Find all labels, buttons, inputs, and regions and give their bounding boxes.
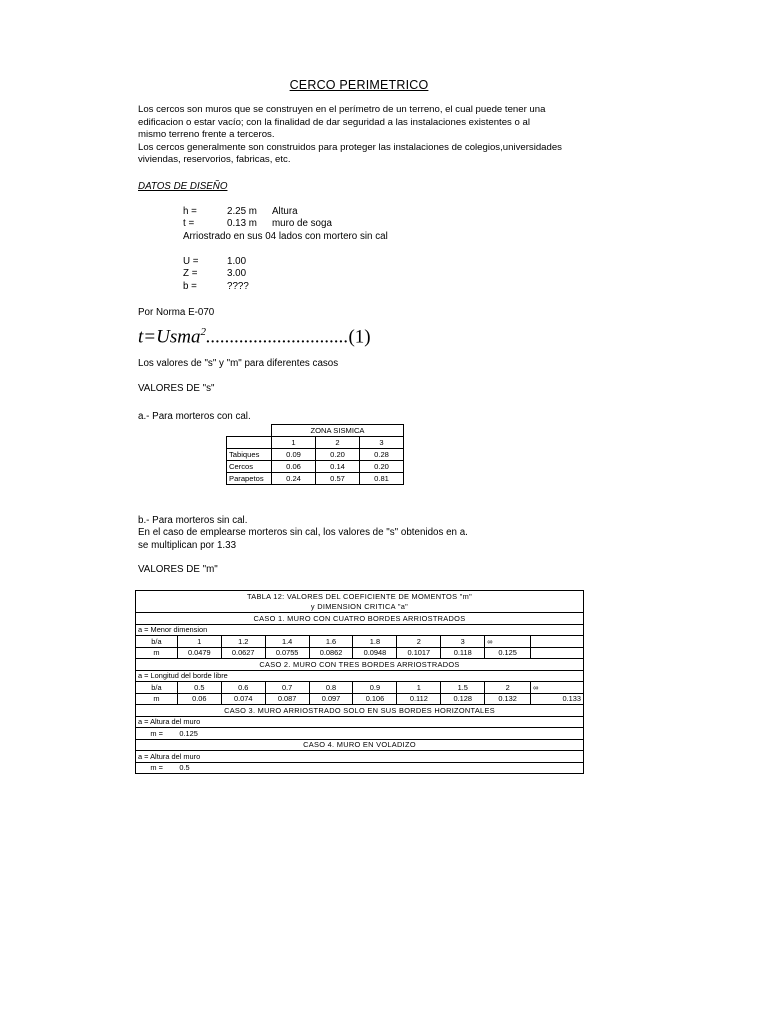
ba-label: b/a [136,636,178,648]
formula-dots: .............................. [205,326,349,348]
table-s-values [226,424,404,485]
cell: 0.125 [485,647,531,659]
caso-a-text: a.- Para morteros con cal. [138,411,251,422]
intro-paragraph [138,104,618,167]
formula-ref: (1) [348,326,371,348]
cell: 0.24 [272,473,316,485]
zone-header: 3 [360,437,404,449]
cell: 0.5 [177,762,583,774]
caso-b-line3: se multiplican por 1.33 [138,540,237,551]
caso3-title: CASO 3. MURO ARRIOSTRADO SOLO EN SUS BORDES HORIZONTALES [136,705,584,717]
table-subtitle: y DIMENSION CRITICA "a" [136,602,584,613]
zona-sismica-header: ZONA SISMICA [272,425,404,437]
m-label: m = [136,728,178,740]
dato-h-name: h = [183,206,197,217]
cell: 0.09 [272,449,316,461]
formula-lhs: t [138,326,144,348]
valores-text: Los valores de "s" y "m" para diferentes casos [138,358,339,369]
cell: 3 [441,636,485,648]
formula-exp: 2 [200,326,206,338]
table-row [136,728,584,740]
cell: 2 [485,682,531,694]
page-title: CERCO PERIMETRICO [289,78,429,92]
cell: 1.4 [265,636,309,648]
cell: 0.0479 [177,647,221,659]
cell: 0.106 [353,693,397,705]
coef-b-value: ???? [227,281,249,292]
row-label: Tabiques [227,449,272,461]
cell: 1 [397,682,441,694]
dato-t-name: t = [183,218,195,229]
datos-heading: DATOS DE DISEÑO [138,181,228,192]
cell: 1.8 [353,636,397,648]
cell: 0.8 [309,682,353,694]
caso1-title: CASO 1. MURO CON CUATRO BORDES ARRIOSTRADOS [136,613,584,625]
caso2-title: CASO 2. MURO CON TRES BORDES ARRIOSTRADOS [136,659,584,671]
cell: 0.074 [221,693,265,705]
cell: 0.118 [441,647,485,659]
caso1-a-def: a = Menor dimension [136,624,584,636]
cell: 0.14 [316,461,360,473]
table-row [136,647,584,659]
intro-line: viviendas, reservorios, fabricas, etc. [138,154,291,166]
m-label: m [136,647,178,659]
cell: 0.0862 [309,647,353,659]
cell: 0.20 [360,461,404,473]
dato-t-value: 0.13 m [227,218,257,229]
dato-t-desc: muro de soga [272,218,332,229]
table-row [227,449,404,461]
intro-line: Los cercos son muros que se construyen en el perímetro de un terreno, el cual puede tener una [138,104,546,115]
cell: 0.9 [353,682,397,694]
table-m-values [135,590,584,774]
zone-header: 1 [272,437,316,449]
cell: 0.5 [177,682,221,694]
cell: 0.0948 [353,647,397,659]
cell: 0.81 [360,473,404,485]
cell: 1.5 [441,682,485,694]
formula-eq: =Usma [143,326,201,348]
intro-line: edificacion o estar vacío; con la finalidad de dar seguridad a las instalaciones existentes o al [138,116,530,128]
cell: 0.133 [531,693,584,705]
cell: 0.7 [265,682,309,694]
cell: 2 [397,636,441,648]
ba-label: b/a [136,682,178,694]
intro-line: Los cercos generalmente son construidos para proteger las instalaciones de colegios,universidades [138,141,562,153]
cell: 0.06 [177,693,221,705]
table-row [136,682,584,694]
caso3-a-def: a = Altura del muro [136,716,584,728]
cell: 1 [177,636,221,648]
table-row [136,693,584,705]
caso4-a-def: a = Altura del muro [136,751,584,763]
coef-z-name: Z = [183,268,198,279]
table-row [227,473,404,485]
cell: 0.132 [485,693,531,705]
cell: 0.125 [177,728,583,740]
caso4-title: CASO 4. MURO EN VOLADIZO [136,739,584,751]
valores-m-heading: VALORES DE "m" [138,564,218,575]
cell: 0.097 [309,693,353,705]
cell: 0.087 [265,693,309,705]
caso2-a-def: a = Longitud del borde libre [136,670,584,682]
norma-text: Por Norma E-070 [138,307,215,318]
dato-h-value: 2.25 m [227,206,257,217]
cell: 1.2 [221,636,265,648]
cell: 1.6 [309,636,353,648]
cell: 0.6 [221,682,265,694]
dato-h-desc: Altura [272,206,298,217]
coef-z-value: 3.00 [227,268,247,279]
row-label: Parapetos [227,473,272,485]
cell: ∞ [531,682,584,694]
cell: 0.20 [316,449,360,461]
caso-b-line2: En el caso de emplearse morteros sin cal, los valores de "s" obtenidos en a. [138,527,468,538]
cell: 0.0755 [265,647,309,659]
cell: 0.28 [360,449,404,461]
cell: ∞ [485,636,531,648]
table-row [136,636,584,648]
cell: 0.06 [272,461,316,473]
row-label: Cercos [227,461,272,473]
cell: 0.0627 [221,647,265,659]
zone-header: 2 [316,437,360,449]
cell: 0.128 [441,693,485,705]
formula [138,326,371,348]
caso-b-line1: b.- Para morteros sin cal. [138,515,248,526]
coef-u-name: U = [183,256,199,267]
m-label: m [136,693,178,705]
table-row [227,461,404,473]
cell: 0.112 [397,693,441,705]
table-title: TABLA 12: VALORES DEL COEFICIENTE DE MOMENTOS "m" [136,591,584,602]
intro-line: mismo terreno frente a terceros. [138,129,275,141]
coef-u-value: 1.00 [227,256,247,267]
table-row [136,762,584,774]
arriostrado-text: Arriostrado en sus 04 lados con mortero sin cal [183,231,388,242]
valores-s-heading: VALORES DE "s" [138,383,215,394]
m-label: m = [136,762,178,774]
coef-b-name: b = [183,281,197,292]
cell: 0.1017 [397,647,441,659]
cell: 0.57 [316,473,360,485]
